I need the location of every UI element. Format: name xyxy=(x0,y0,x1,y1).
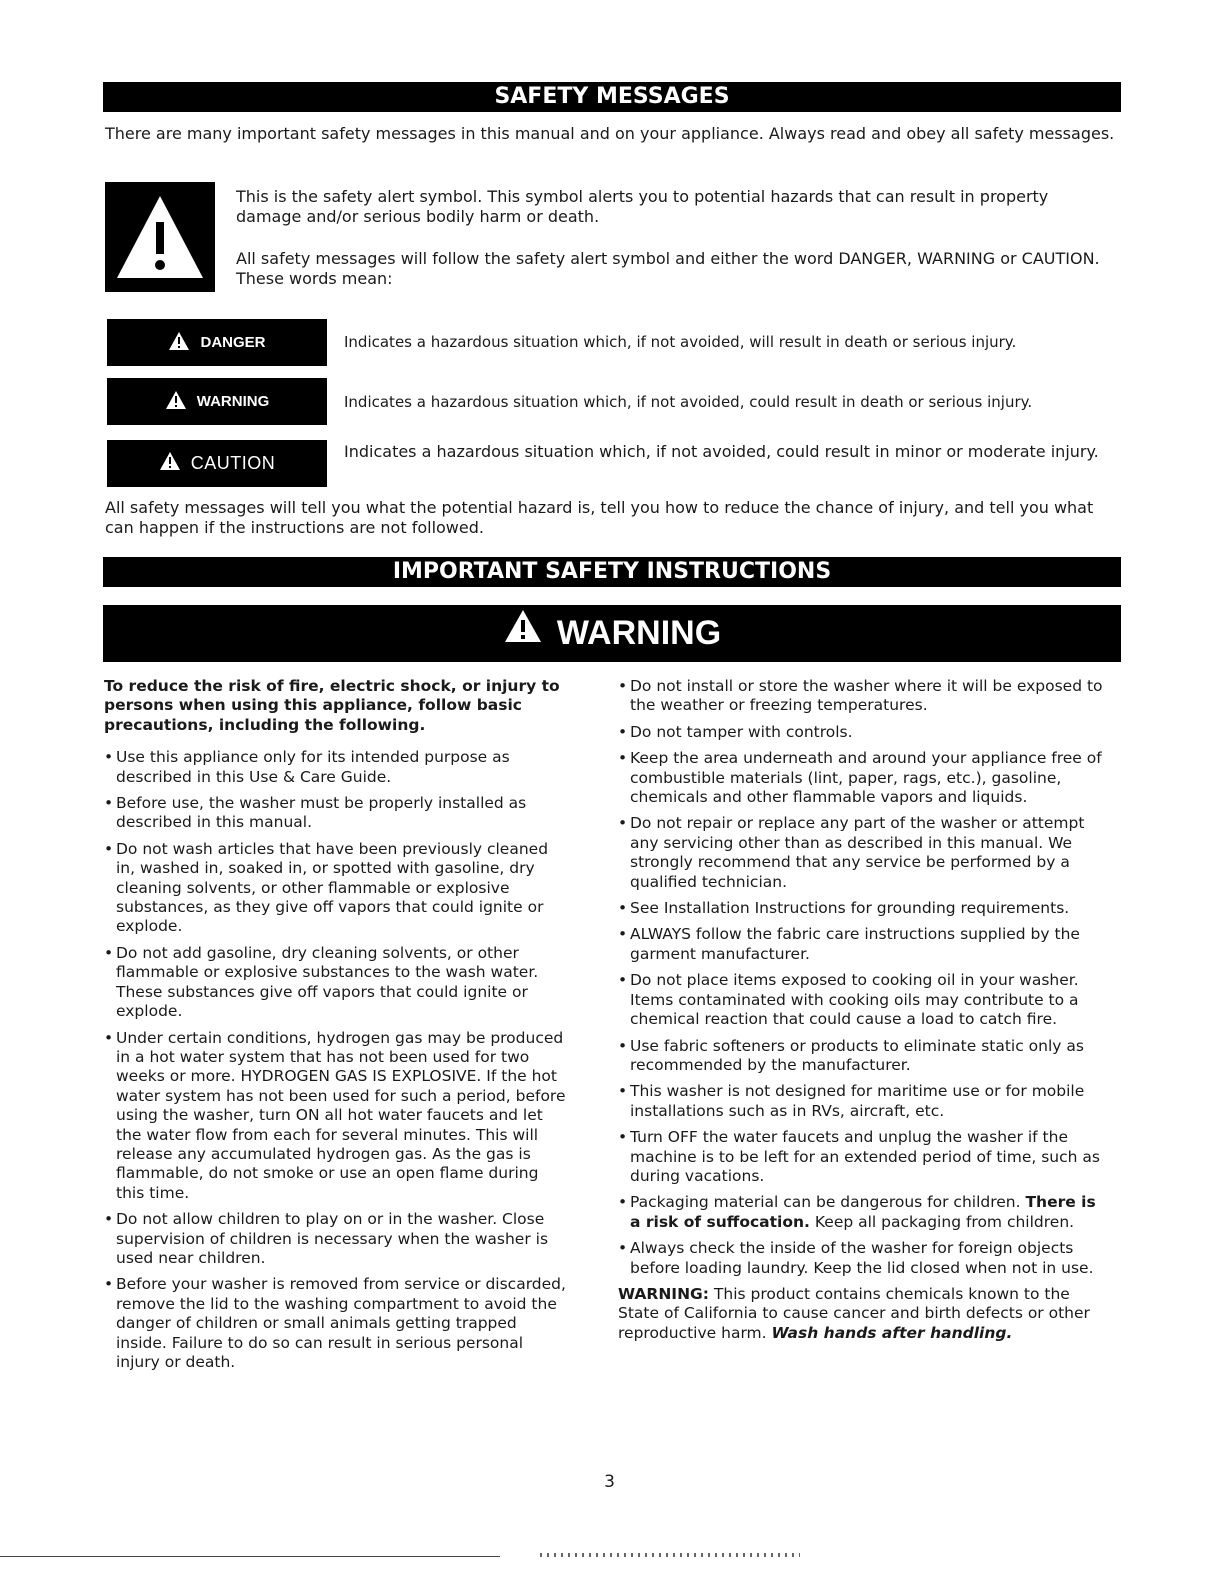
california-warning xyxy=(618,1285,1110,1343)
bottom-rule xyxy=(0,1556,500,1557)
caution-signal-label xyxy=(107,440,327,487)
list-item: • Before your washer is removed from service or discarded, remove the lid to the washing compartment to avoid the danger of children or small animals getting trapped inside. Failure to do so can result in serious personal injury or death. xyxy=(104,1275,566,1372)
page-number: 3 xyxy=(604,1472,615,1492)
list-item: • Under certain conditions, hydrogen gas may be produced in a hot water system that has not been used for two weeks or more. HYDROGEN GAS IS EXPLOSIVE. If the hot water system has not been used for such a period, before using the washer, turn ON all hot water faucets and let the water flow from each for several minutes. This will release any accumulated hydrogen gas. As the gas is flammable, do not smoke or use an open flame during this time. xyxy=(104,1029,566,1204)
list-item: • Keep the area underneath and around your appliance free of combustible materials (lint, paper, rags, etc.), gasoline, chemicals and other flammable vapors and liquids. xyxy=(618,749,1110,807)
list-item: • Do not install or store the washer where it will be exposed to the weather or freezing temperatures. xyxy=(618,677,1110,716)
closing-paragraph: All safety messages will tell you what the potential hazard is, tell you how to reduce the chance of injury, and tell you what can happen if the instructions are not followed. xyxy=(105,498,1094,537)
danger-signal-label xyxy=(107,319,327,366)
bottom-scan-marks xyxy=(540,1553,800,1557)
list-item: • Do not allow children to play on or in the washer. Close supervision of children is necessary when the washer is used near children. xyxy=(104,1210,566,1268)
important-safety-instructions-header: IMPORTANT SAFETY INSTRUCTIONS xyxy=(103,557,1121,587)
safety-alert-triangle-icon xyxy=(105,182,215,292)
california-warning-label: WARNING: xyxy=(618,1284,709,1303)
caution-description: Indicates a hazardous situation which, if not avoided, could result in minor or moderate injury. xyxy=(344,442,1099,461)
list-item: • Do not repair or replace any part of the washer or attempt any servicing other than as described in this manual. We strongly recommend that any service be performed by a qualified technician. xyxy=(618,814,1110,892)
list-item: • Do not tamper with controls. xyxy=(618,723,1110,742)
packaging-rest: Keep all packaging from children. xyxy=(814,1212,1075,1231)
list-item: • Do not add gasoline, dry cleaning solvents, or other flammable or explosive substances to the wash water. These substances give off vapors that could ignite or explode. xyxy=(104,944,566,1022)
intro-paragraph: There are many important safety messages in this manual and on your appliance. Always read and obey all safety messages. xyxy=(105,124,1115,143)
right-column xyxy=(618,677,1110,1343)
caution-label-text: CAUTION xyxy=(190,453,276,473)
danger-label-text: DANGER xyxy=(200,334,266,351)
packaging-text: Packaging material can be dangerous for children. xyxy=(630,1193,1021,1212)
warning-triangle-icon xyxy=(503,605,543,662)
left-column xyxy=(104,677,566,1379)
warning-description: Indicates a hazardous situation which, if not avoided, could result in death or serious injury. xyxy=(344,393,1033,411)
safety-messages-header: SAFETY MESSAGES xyxy=(103,82,1121,112)
list-item: • Always check the inside of the washer for foreign objects before loading laundry. Keep the lid closed when not in use. xyxy=(618,1239,1110,1278)
list-item: • See Installation Instructions for grounding requirements. xyxy=(618,899,1110,918)
signal-words-description: All safety messages will follow the safety alert symbol and either the word DANGER, WARNING or CAUTION. These words mean: xyxy=(236,249,1100,288)
list-item: • ALWAYS follow the fabric care instructions supplied by the garment manufacturer. xyxy=(618,925,1110,964)
danger-description: Indicates a hazardous situation which, if not avoided, will result in death or serious injury. xyxy=(344,333,1017,351)
precautions-lead: To reduce the risk of fire, electric shock, or injury to persons when using this appliance, follow basic precautions, including the following. xyxy=(104,677,560,734)
list-item: • Do not wash articles that have been previously cleaned in, washed in, soaked in, or spotted with gasoline, dry cleaning solvents, or other flammable or explosive substances, as they give off vapors that could ignite or explode. xyxy=(104,840,566,937)
alert-symbol-description: This is the safety alert symbol. This symbol alerts you to potential hazards that can result in property damage and/or serious bodily harm or death. xyxy=(236,187,1049,226)
warning-header xyxy=(103,605,1121,662)
packaging-item xyxy=(618,1193,1110,1232)
california-warning-text: This product contains chemicals known to the State of California to cause cancer and birth defects or other reproductive harm. xyxy=(618,1284,1090,1342)
warning-label-text: WARNING xyxy=(196,393,270,410)
california-warning-emphasis: Wash hands after handling. xyxy=(771,1323,1013,1342)
warning-triangle-icon xyxy=(159,451,181,476)
list-item: • This washer is not designed for maritime use or for mobile installations such as in RVs, aircraft, etc. xyxy=(618,1082,1110,1121)
list-item: • Before use, the washer must be properly installed as described in this manual. xyxy=(104,794,566,833)
suffocation-risk: There is a risk of suffocation. xyxy=(630,1193,1096,1231)
warning-signal-label xyxy=(107,378,327,425)
warning-triangle-icon xyxy=(165,390,187,414)
list-item: • Use fabric softeners or products to eliminate static only as recommended by the manufacturer. xyxy=(618,1037,1110,1076)
warning-header-text: WARNING xyxy=(556,614,722,652)
list-item: • Do not place items exposed to cooking oil in your washer. Items contaminated with cooking oils may contribute to a chemical reaction that could cause a load to catch fire. xyxy=(618,971,1110,1029)
list-item: • Use this appliance only for its intended purpose as described in this Use & Care Guide. xyxy=(104,748,566,787)
warning-triangle-icon xyxy=(168,331,190,355)
list-item: • Turn OFF the water faucets and unplug the washer if the machine is to be left for an extended period of time, such as during vacations. xyxy=(618,1128,1110,1186)
